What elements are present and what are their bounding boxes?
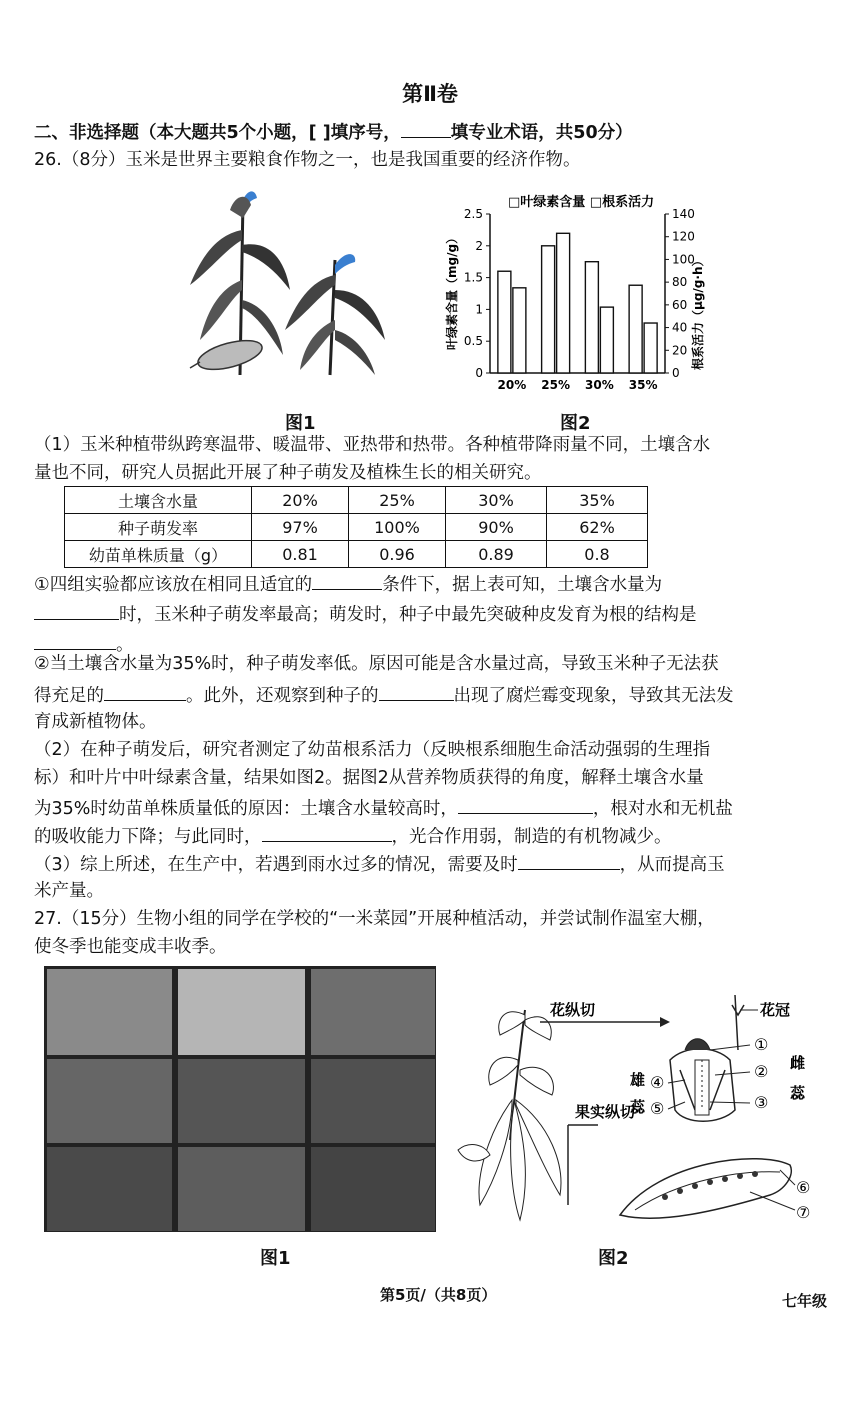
q26-p3-text-a: （3）综上所述，在生产中，若遇到雨水过多的情况，需要及时 (34, 855, 518, 875)
bar-root-activity (513, 288, 526, 373)
q26-p3-line2: 米产量。 (34, 881, 104, 901)
q26-s2-text-b: 。此外，还观察到种子的 (186, 686, 379, 706)
right-tick-label: 40 (672, 320, 688, 335)
q26-p2-text-d: ，光合作用弱，制造的有机物减少。 (391, 827, 672, 847)
table-cell: 97% (252, 514, 349, 541)
bar-chlorophyll (629, 285, 642, 373)
fruit-section-label: 果实纵切 (575, 1103, 636, 1121)
answer-blank[interactable] (262, 821, 392, 842)
table-cell: 0.89 (446, 541, 547, 568)
flower-section-label: 花纵切 (550, 1001, 596, 1019)
q27-intro-line1: 27.（15分）生物小组的同学在学校的“一米菜园”开展种植活动，并尝试制作温室大棚， (34, 909, 715, 929)
left-tick-label: 1.5 (463, 270, 483, 285)
left-tick-label: 0 (475, 366, 483, 380)
table-cell: 0.96 (349, 541, 446, 568)
q26-s1-text-b: 条件下，据上表可知，土壤含水量为 (382, 575, 663, 595)
bar-chlorophyll (498, 271, 511, 373)
q26-p2-text-b: ，根对水和无机盐 (592, 799, 733, 819)
q26-p2-line1: （2）在种子萌发后，研究者测定了幼苗根系活力（反映根系细胞生命活动强弱的生理指 (34, 740, 711, 760)
photo (177, 968, 306, 1056)
photo (177, 1058, 306, 1144)
category-label: 35% (628, 378, 658, 392)
left-tick-label: 2.5 (463, 207, 483, 221)
table-cell: 90% (446, 514, 547, 541)
q26-p2-text-c: 的吸收能力下降；与此同时， (34, 827, 262, 847)
q26-s1-text-d: 。 (116, 635, 134, 655)
photo (46, 1058, 173, 1144)
corn-plant-figure (185, 190, 405, 385)
table-header-cell: 20% (252, 487, 349, 514)
bar-root-activity (600, 307, 613, 373)
answer-blank[interactable] (34, 599, 119, 620)
table-cell: 0.8 (547, 541, 648, 568)
photo (310, 1058, 436, 1144)
stamen-label-2: 蕊 (630, 1098, 646, 1116)
q26-s2-text-c: 出现了腐烂霉变现象，导致其无法发 (453, 686, 734, 706)
label-5: ⑤ (650, 1099, 665, 1118)
right-tick-label: 20 (672, 343, 688, 358)
answer-blank[interactable] (34, 629, 116, 650)
table-row (65, 541, 648, 568)
right-tick-label: 140 (672, 207, 695, 221)
left-tick-label: 0.5 (463, 334, 483, 349)
right-tick-label: 0 (672, 366, 680, 380)
grade-label: 七年级 (782, 1292, 828, 1310)
q26-p1-line1: （1）玉米种植带纵跨寒温带、暖温带、亚热带和热带。各种植带降雨量不同，土壤含水 (34, 435, 711, 455)
section-header-b: 填专业术语，共50分） (450, 123, 633, 143)
left-tick-label: 2 (475, 238, 483, 253)
q27-intro-line2: 使冬季也能变成丰收季。 (34, 937, 227, 957)
photo (310, 1146, 436, 1232)
label-4: ④ (650, 1073, 665, 1092)
bar-root-activity (557, 233, 570, 373)
answer-blank[interactable] (401, 117, 451, 138)
table-cell: 62% (547, 514, 648, 541)
q26-s1-text-c: 时，玉米种子萌发率最高；萌发时，种子中最先突破种皮发育为根的结构是 (119, 605, 697, 625)
q27-fig1-caption: 图1 (260, 1248, 291, 1269)
label-7: ⑦ (796, 1203, 811, 1222)
corolla-label: 花冠 (760, 1001, 791, 1019)
q26-p2-line3 (34, 793, 733, 823)
q26-s2-line3: 育成新植物体。 (34, 712, 157, 732)
left-tick-label: 1 (475, 302, 483, 317)
okra-flower-fruit-diagram (440, 990, 840, 1240)
q26-p2-line4 (34, 821, 672, 851)
label-6: ⑥ (796, 1178, 811, 1197)
bar-chlorophyll (585, 262, 598, 373)
chlorophyll-root-activity-chart (440, 190, 710, 395)
q26-fig2-caption: 图2 (560, 413, 591, 434)
page-title: 第Ⅱ卷 (402, 82, 458, 106)
germination-table (64, 486, 648, 568)
y-axis-right-label: 根系活力（μg/g·h） (691, 254, 705, 370)
right-tick-label: 60 (672, 297, 688, 312)
table-cell: 0.81 (252, 541, 349, 568)
q26-s2-text-a: 得充足的 (34, 686, 104, 706)
table-cell: 100% (349, 514, 446, 541)
q26-p3-text-b: ，从而提高玉 (619, 855, 725, 875)
q26-intro: 26.（8分）玉米是世界主要粮食作物之一，也是我国重要的经济作物。 (34, 150, 581, 170)
right-tick-label: 100 (672, 252, 695, 267)
q26-s1-line1 (34, 569, 662, 599)
q26-p1-line2: 量也不同，研究人员据此开展了种子萌发及植株生长的相关研究。 (34, 463, 542, 483)
label-2: ② (754, 1062, 769, 1081)
answer-blank[interactable] (104, 680, 186, 701)
y-axis-left-label: 叶绿素含量（mg/g） (445, 231, 459, 350)
stamen-label-1: 雄 (630, 1071, 646, 1089)
q26-s1-text-a: ①四组实验都应该放在相同且适宜的 (34, 575, 313, 595)
photo (46, 1146, 173, 1232)
label-1: ① (754, 1035, 769, 1054)
table-header-cell: 30% (446, 487, 547, 514)
table-cell: 种子萌发率 (65, 514, 252, 541)
table-header-row (65, 487, 648, 514)
page-number: 第5页/（共8页） (380, 1286, 497, 1304)
photo (177, 1146, 306, 1232)
q27-fig2-caption: 图2 (598, 1248, 629, 1269)
q26-p3-line1 (34, 849, 725, 879)
chart-legend: □叶绿素含量 □根系活力 (508, 195, 655, 210)
category-label: 25% (541, 378, 570, 392)
table-cell: 幼苗单株质量（g） (65, 541, 252, 568)
label-3: ③ (754, 1093, 769, 1112)
pistil-label-1: 雌 (790, 1054, 806, 1072)
pistil-label-2: 蕊 (790, 1084, 806, 1102)
q26-s2-line1: ②当土壤含水量为35%时，种子萌发率低。原因可能是含水量过高，导致玉米种子无法获 (34, 654, 719, 674)
category-label: 30% (585, 378, 614, 392)
q26-p2-line2: 标）和叶片中叶绿素含量，结果如图2。据图2从营养物质获得的角度，解释土壤含水量 (34, 768, 704, 788)
table-header-cell: 25% (349, 487, 446, 514)
section-header-a: 二、非选择题（本大题共5个小题，[ ]填序号， (34, 123, 401, 143)
q26-s2-line2 (34, 680, 734, 710)
section-header (34, 117, 633, 147)
photo (46, 968, 173, 1056)
planting-photo-grid (44, 966, 436, 1232)
table-header-cell: 土壤含水量 (65, 487, 252, 514)
right-tick-label: 80 (672, 275, 688, 290)
answer-blank[interactable] (312, 569, 382, 590)
photo (310, 968, 436, 1056)
answer-blank[interactable] (379, 680, 454, 701)
bar-chlorophyll (542, 246, 555, 373)
table-row (65, 514, 648, 541)
q26-s1-line2 (34, 599, 697, 629)
q26-fig1-caption: 图1 (285, 413, 316, 434)
table-header-cell: 35% (547, 487, 648, 514)
q26-p2-text-a: 为35%时幼苗单株质量低的原因：土壤含水量较高时， (34, 799, 458, 819)
right-tick-label: 120 (672, 229, 695, 244)
answer-blank[interactable] (458, 793, 593, 814)
bar-root-activity (644, 323, 657, 373)
answer-blank[interactable] (518, 849, 620, 870)
category-label: 20% (497, 378, 527, 392)
